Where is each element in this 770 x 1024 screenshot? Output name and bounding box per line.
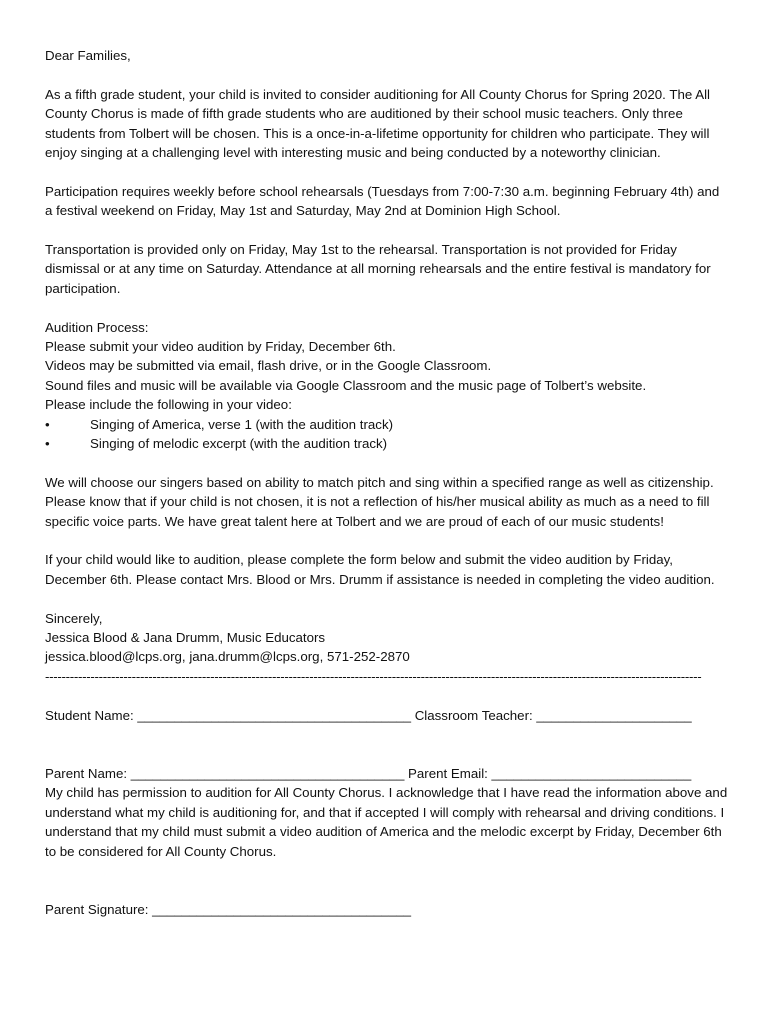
selection-paragraph: We will choose our singers based on ability to match pitch and sing within a specified range as well as citizenship. Please know that if your child is not chosen, it is not a reflection of his/her musical ability as much as a need to fill specific voice parts. We have great talent here at Tolbert and we are proud of each of our music students! <box>45 474 714 529</box>
audition-line: Videos may be submitted via email, flash drive, or in the Google Classroom. <box>45 358 492 374</box>
salutation: Dear Families, <box>45 48 131 63</box>
parent-info-row: Parent Name: _____________________________________ Parent Email: ___________________________ <box>45 765 692 781</box>
bullet-text: Singing of America, verse 1 (with the audition track) <box>90 416 394 432</box>
permission-paragraph: My child has permission to audition for All County Chorus. I acknowledge that I have read the information above and understand what my child is auditioning for, and that if accepted I will comply with rehearsal and driving conditions. I understand that my child must submit a video audition of America and the melodic excerpt by Friday, December 6th to be considered for All County Chorus. <box>45 785 728 859</box>
closing: Sincerely, <box>45 610 103 626</box>
bullet-marker: • <box>45 436 50 452</box>
cut-line: --------------------------------------------------------------------------------------------------------------------------------------------------------------- <box>45 668 702 684</box>
bullet-marker: • <box>45 416 50 432</box>
audition-line: Sound files and music will be available via Google Classroom and the music page of Tolbert’s website. <box>45 377 647 393</box>
participation-paragraph: Participation requires weekly before school rehearsals (Tuesdays from 7:00-7:30 a.m. beginning February 4th) and a festival weekend on Friday, May 1st and Saturday, May 2nd at Dominion High School. <box>45 183 720 219</box>
signers: Jessica Blood & Jana Drumm, Music Educators <box>45 630 326 646</box>
audition-heading: Audition Process: <box>45 319 149 335</box>
audition-process-section <box>45 318 730 454</box>
student-info-row: Student Name: _____________________________________ Classroom Teacher: _____________________ <box>45 707 692 723</box>
transportation-paragraph: Transportation is provided only on Friday, May 1st to the rehearsal. Transportation is not provided for Friday dismissal or at any time on Saturday. Attendance at all morning rehearsals and the entire festival is mandatory for participation. <box>45 242 711 296</box>
bullet-text: Singing of melodic excerpt (with the audition track) <box>90 436 388 452</box>
audition-line: Please include the following in your video: <box>45 397 292 413</box>
parent-signature-row: Parent Signature: ___________________________________ <box>45 901 412 917</box>
contact-line: jessica.blood@lcps.org, jana.drumm@lcps.org, 571-252-2870 <box>45 649 410 665</box>
audition-bullet-item <box>45 434 730 453</box>
audition-bullet-item <box>45 415 730 434</box>
instructions-paragraph: If your child would like to audition, please complete the form below and submit the video audition by Friday, December 6th. Please contact Mrs. Blood or Mrs. Drumm if assistance is needed in completing the video audition. <box>45 552 715 587</box>
audition-line: Please submit your video audition by Friday, December 6th. <box>45 339 396 355</box>
intro-paragraph: As a fifth grade student, your child is invited to consider auditioning for All County Chorus for Spring 2020. The All County Chorus is made of fifth grade students who are auditioned by their school music teachers. Only three students from Tolbert will be chosen. This is a once-in-a-lifetime opportunity for children who participate. They will enjoy singing at a challenging level with interesting music and being conducted by a noteworthy clinician. <box>45 86 710 161</box>
letter-page <box>45 46 730 919</box>
